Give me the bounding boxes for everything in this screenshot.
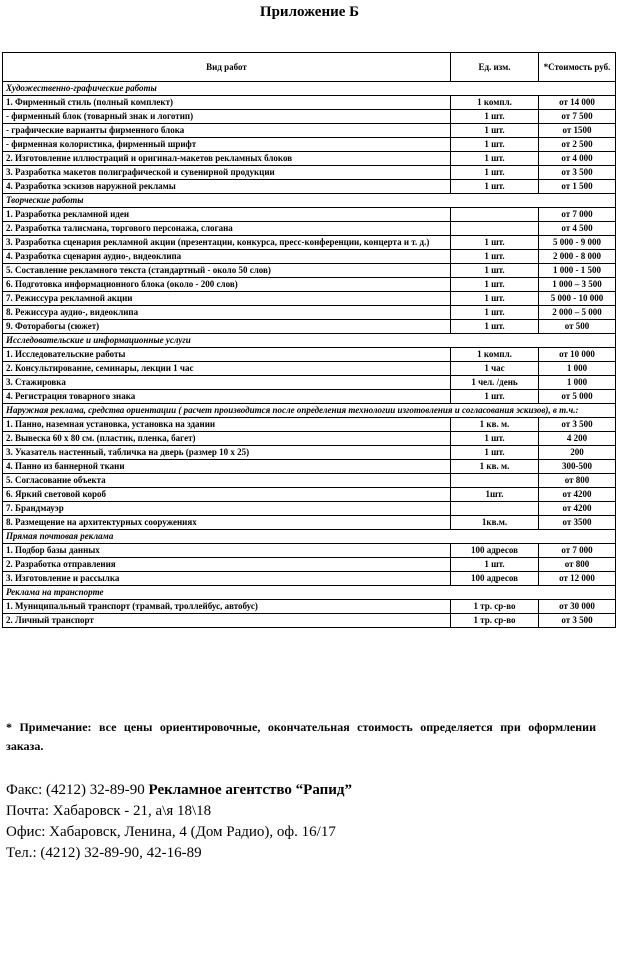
unit-cell (451, 474, 539, 488)
unit-cell: 1 чел. /день (451, 376, 539, 390)
section-title: Наружная реклама, средства ориентации ( расчет производится после определения технологии изготовления и согласования эскизов), в т.ч.: (3, 404, 616, 418)
table-row (3, 124, 616, 138)
price-cell: от 12 000 (539, 572, 616, 586)
price-cell: 300-500 (539, 460, 616, 474)
work-cell: 1. Исследовательские работы (3, 348, 451, 362)
table-header-row (3, 53, 616, 82)
unit-cell: 1 кв. м. (451, 460, 539, 474)
work-cell: - графические варианты фирменного блока (3, 124, 451, 138)
unit-cell: 1 шт. (451, 446, 539, 460)
unit-cell: 1 шт. (451, 306, 539, 320)
fax-number: Факс: (4212) 32-89-90 (6, 782, 145, 798)
table-row (3, 110, 616, 124)
price-cell: от 7 500 (539, 110, 616, 124)
section-row (3, 194, 616, 208)
unit-cell (451, 208, 539, 222)
price-cell: 1 000 (539, 362, 616, 376)
section-row (3, 404, 616, 418)
price-cell: от 3500 (539, 516, 616, 530)
table-row (3, 292, 616, 306)
table-row (3, 502, 616, 516)
price-cell: от 14 000 (539, 96, 616, 110)
unit-cell: 1 шт. (451, 558, 539, 572)
table-row (3, 572, 616, 586)
table-row (3, 390, 616, 404)
table-row (3, 558, 616, 572)
table-row (3, 516, 616, 530)
price-cell: от 1500 (539, 124, 616, 138)
price-cell: от 4 000 (539, 152, 616, 166)
header-work: Вид работ (3, 53, 451, 82)
work-cell: 1. Панно, наземная установка, установка на здании (3, 418, 451, 432)
header-unit: Ед. изм. (451, 53, 539, 82)
price-cell: от 5 000 (539, 390, 616, 404)
unit-cell: 1 компл. (451, 348, 539, 362)
unit-cell: 1 шт. (451, 110, 539, 124)
table-row (3, 488, 616, 502)
work-cell: 2. Разработка талисмана, торгового персонажа, слогана (3, 222, 451, 236)
price-cell: 5 000 - 10 000 (539, 292, 616, 306)
work-cell: 2. Консультирование, семинары, лекции 1 час (3, 362, 451, 376)
unit-cell: 1 кв. м. (451, 418, 539, 432)
section-title: Исследовательские и информационные услуги (3, 334, 616, 348)
unit-cell: 1 шт. (451, 124, 539, 138)
price-cell: от 30 000 (539, 600, 616, 614)
table-row (3, 460, 616, 474)
price-cell: 4 200 (539, 432, 616, 446)
unit-cell: 1 шт. (451, 264, 539, 278)
table-row (3, 348, 616, 362)
table-row (3, 376, 616, 390)
office-line: Офис: Хабаровск, Ленина, 4 (Дом Радио), оф. 16/17 (6, 824, 336, 840)
price-cell: от 3 500 (539, 614, 616, 628)
work-cell: 3. Указатель настенный, табличка на дверь (размер 10 х 25) (3, 446, 451, 460)
contacts-block (6, 780, 352, 864)
table-row (3, 96, 616, 110)
unit-cell: 1 час (451, 362, 539, 376)
price-cell: 1 000 - 1 500 (539, 264, 616, 278)
work-cell: 8. Режиссура аудио-, видеоклипа (3, 306, 451, 320)
table-row (3, 362, 616, 376)
work-cell: 3. Стажировка (3, 376, 451, 390)
unit-cell: 1 тр. ср-во (451, 614, 539, 628)
price-cell: от 1 500 (539, 180, 616, 194)
price-cell: от 3 500 (539, 418, 616, 432)
unit-cell: 1шт. (451, 488, 539, 502)
unit-cell: 1 шт. (451, 250, 539, 264)
table-row (3, 600, 616, 614)
work-cell: - фирменный блок (товарный знак и логотип) (3, 110, 451, 124)
fax-line (6, 780, 352, 801)
page-title: Приложение Б (259, 4, 360, 20)
unit-cell: 1 шт. (451, 236, 539, 250)
table-row (3, 446, 616, 460)
unit-cell: 1 компл. (451, 96, 539, 110)
work-cell: 2. Разработка отправления (3, 558, 451, 572)
price-cell: от 7 000 (539, 544, 616, 558)
work-cell: 1. Подбор базы данных (3, 544, 451, 558)
table-row (3, 614, 616, 628)
work-cell: 8. Размещение на архитектурных сооружениях (3, 516, 451, 530)
tel-line: Тел.: (4212) 32-89-90, 42-16-89 (6, 845, 202, 861)
price-cell: от 500 (539, 320, 616, 334)
table-row (3, 152, 616, 166)
table-row (3, 222, 616, 236)
unit-cell: 100 адресов (451, 544, 539, 558)
table-row (3, 306, 616, 320)
table-row (3, 166, 616, 180)
work-cell: 4. Панно из баннерной ткани (3, 460, 451, 474)
table-row (3, 432, 616, 446)
work-cell: 7. Режиссура рекламной акции (3, 292, 451, 306)
table-row (3, 544, 616, 558)
work-cell: 6. Яркий световой короб (3, 488, 451, 502)
section-row (3, 82, 616, 96)
unit-cell: 1 шт. (451, 166, 539, 180)
unit-cell: 1 шт. (451, 432, 539, 446)
section-row (3, 530, 616, 544)
agency-name: Рекламное агентство “Рапид” (148, 782, 353, 798)
price-cell: 1 000 (539, 376, 616, 390)
unit-cell: 1 тр. ср-во (451, 600, 539, 614)
work-cell: 2. Вывеска 60 х 80 см. (пластик, пленка, багет) (3, 432, 451, 446)
unit-cell: 1кв.м. (451, 516, 539, 530)
work-cell: 9. Фоторабогы (сюжет) (3, 320, 451, 334)
price-cell: от 7 000 (539, 208, 616, 222)
price-note: * Примечание: все цены ориентировочные, окончательная стоимость определяется при оформлении заказа. (6, 720, 596, 753)
work-cell: - фирменная колористика, фирменный шрифт (3, 138, 451, 152)
work-cell: 4. Регистрация товарного знака (3, 390, 451, 404)
price-cell: от 4200 (539, 488, 616, 502)
work-cell: 1. Фирменный стиль (полный комплект) (3, 96, 451, 110)
work-cell: 5. Составление рекламного текста (стандартный - около 50 слов) (3, 264, 451, 278)
unit-cell: 1 шт. (451, 152, 539, 166)
table-row (3, 236, 616, 250)
section-row (3, 334, 616, 348)
table-row (3, 208, 616, 222)
price-cell: от 800 (539, 558, 616, 572)
table-row (3, 278, 616, 292)
work-cell: 2. Изготовление иллюстраций и оригинал-макетов рекламных блоков (3, 152, 451, 166)
price-cell: 1 000 – 3 500 (539, 278, 616, 292)
price-cell: от 4 500 (539, 222, 616, 236)
unit-cell: 1 шт. (451, 138, 539, 152)
price-cell: от 3 500 (539, 166, 616, 180)
header-price: *Стоимость руб. (539, 53, 616, 82)
post-line: Почта: Хабаровск - 21, а\я 18\18 (6, 803, 212, 819)
table-row (3, 320, 616, 334)
section-title: Реклама на транспорте (3, 586, 616, 600)
unit-cell: 1 шт. (451, 320, 539, 334)
price-cell: 2 000 – 5 000 (539, 306, 616, 320)
work-cell: 5. Согласование объекта (3, 474, 451, 488)
price-cell: 2 000 - 8 000 (539, 250, 616, 264)
price-cell: 5 000 - 9 000 (539, 236, 616, 250)
unit-cell: 100 адресов (451, 572, 539, 586)
price-cell: от 2 500 (539, 138, 616, 152)
table-row (3, 418, 616, 432)
unit-cell (451, 222, 539, 236)
section-title: Прямая почтовая реклама (3, 530, 616, 544)
unit-cell: 1 шт. (451, 390, 539, 404)
table-row (3, 250, 616, 264)
section-title: Творческие работы (3, 194, 616, 208)
work-cell: 6. Подготовка информационного блока (около - 200 слов) (3, 278, 451, 292)
price-cell: от 10 000 (539, 348, 616, 362)
price-table (2, 52, 616, 628)
work-cell: 3. Разработка сценария рекламной акции (презентации, конкурса, пресс-конференции, концерта и т. д.) (3, 236, 451, 250)
work-cell: 2. Личный транспорт (3, 614, 451, 628)
section-row (3, 586, 616, 600)
table-row (3, 180, 616, 194)
work-cell: 1. Муниципальный транспорт (трамвай, троллейбус, автобус) (3, 600, 451, 614)
unit-cell: 1 шт. (451, 180, 539, 194)
table-row (3, 138, 616, 152)
unit-cell: 1 шт. (451, 278, 539, 292)
unit-cell (451, 502, 539, 516)
price-cell: от 4200 (539, 502, 616, 516)
table-row (3, 474, 616, 488)
unit-cell: 1 шт. (451, 292, 539, 306)
work-cell: 3. Изготовление и рассылка (3, 572, 451, 586)
table-row (3, 264, 616, 278)
work-cell: 4. Разработка эскизов наружной рекламы (3, 180, 451, 194)
price-cell: 200 (539, 446, 616, 460)
work-cell: 7. Брандмауэр (3, 502, 451, 516)
section-title: Художественно-графические работы (3, 82, 616, 96)
work-cell: 1. Разработка рекламной идеи (3, 208, 451, 222)
work-cell: 4. Разработка сценария аудио-, видеоклипа (3, 250, 451, 264)
price-cell: от 800 (539, 474, 616, 488)
work-cell: 3. Разработка макетов полиграфической и сувенирной продукции (3, 166, 451, 180)
